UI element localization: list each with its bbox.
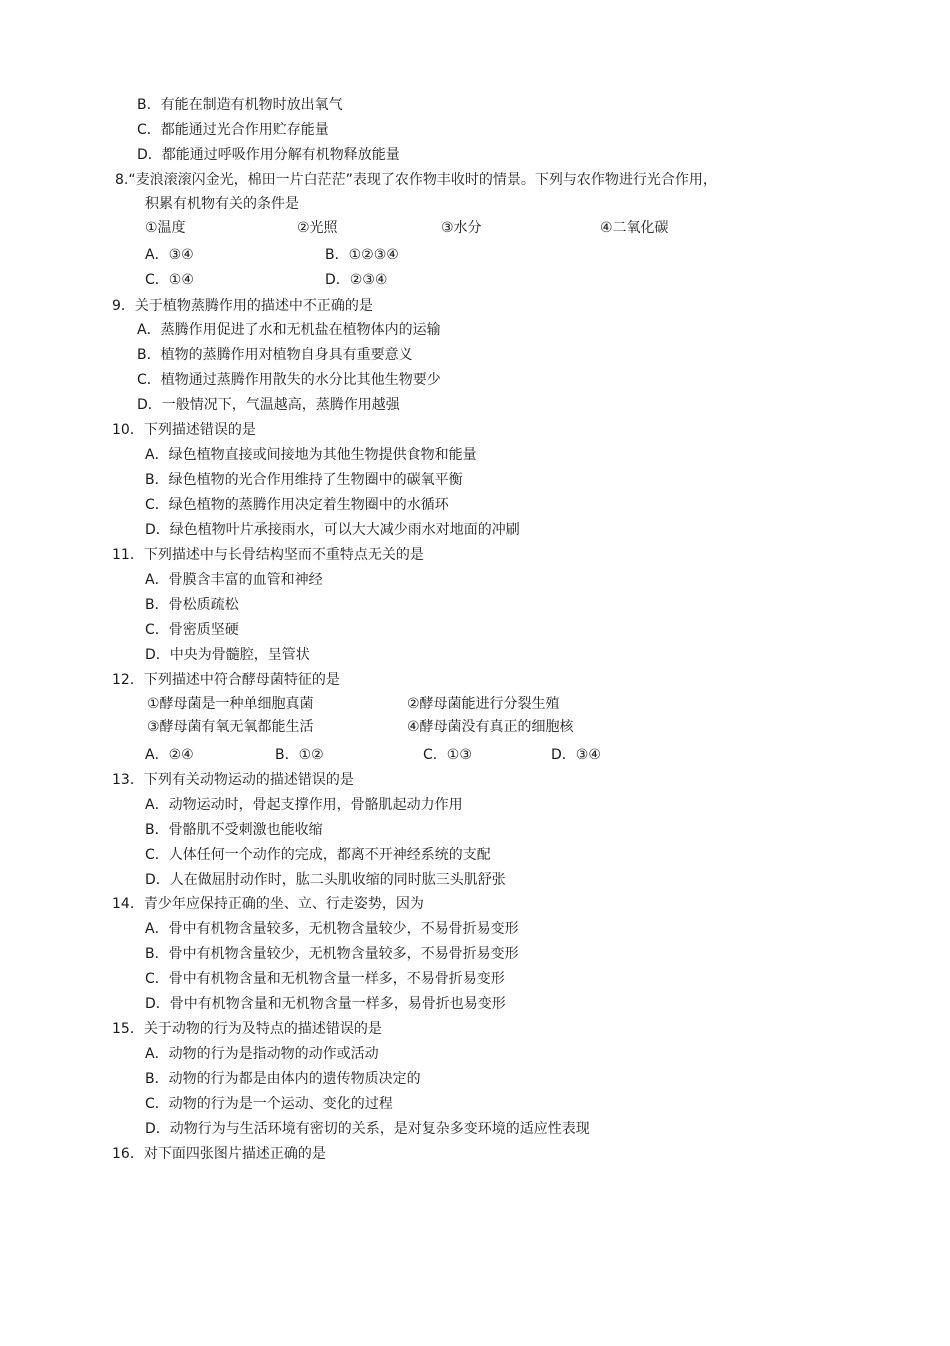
q8-option-d: D．②③④ <box>325 272 388 288</box>
q12-statement-2: ②酵母菌能进行分裂生殖 <box>407 696 560 712</box>
q8-condition-2: ②光照 <box>297 220 338 236</box>
q9-option-b: B．植物的蒸腾作用对植物自身具有重要意义 <box>137 347 413 363</box>
q10-option-a: A．绿色植物直接或间接地为其他生物提供食物和能量 <box>145 447 477 463</box>
q12-statement-3: ③酵母菌有氧无氧都能生活 <box>147 719 314 735</box>
q15-option-c: C．动物的行为是一个运动、变化的过程 <box>145 1096 393 1112</box>
q8-option-b: B．①②③④ <box>325 247 399 263</box>
q15-stem: 15．关于动物的行为及特点的描述错误的是 <box>112 1021 382 1037</box>
q12-option-c: C．①③ <box>423 747 472 763</box>
q11-stem: 11．下列描述中与长骨结构坚而不重特点无关的是 <box>112 547 424 563</box>
q14-stem: 14．青少年应保持正确的坐、立、行走姿势，因为 <box>112 896 424 912</box>
q8-stem-line2: 积累有机物有关的条件是 <box>145 196 299 212</box>
q14-option-b: B．骨中有机物含量较少，无机物含量较多，不易骨折易变形 <box>145 946 519 962</box>
q11-option-a: A．骨膜含丰富的血管和神经 <box>145 572 323 588</box>
q12-statement-4: ④酵母菌没有真正的细胞核 <box>407 719 574 735</box>
q12-statement-1: ①酵母菌是一种单细胞真菌 <box>147 696 314 712</box>
q8-stem-line1: 8.“麦浪滚滚闪金光，棉田一片白茫茫”表现了农作物丰收时的情景。下列与农作物进行光合作用， <box>115 172 717 188</box>
q13-stem: 13．下列有关动物运动的描述错误的是 <box>112 772 354 788</box>
q10-option-b: B．绿色植物的光合作用维持了生物圈中的碳氧平衡 <box>145 472 463 488</box>
q7-option-c: C．都能通过光合作用贮存能量 <box>137 122 329 138</box>
q7-option-d: D．都能通过呼吸作用分解有机物释放能量 <box>137 147 400 163</box>
q14-option-c: C．骨中有机物含量和无机物含量一样多，不易骨折易变形 <box>145 971 505 987</box>
q10-stem: 10．下列描述错误的是 <box>112 422 256 438</box>
q7-option-b: B．有能在制造有机物时放出氧气 <box>137 97 343 113</box>
q14-option-a: A．骨中有机物含量较多，无机物含量较少，不易骨折易变形 <box>145 921 519 937</box>
q12-option-b: B．①② <box>275 747 324 763</box>
q13-option-c: C．人体任何一个动作的完成，都离不开神经系统的支配 <box>145 847 491 863</box>
q8-condition-1: ①温度 <box>145 220 186 236</box>
q9-stem: 9．关于植物蒸腾作用的描述中不正确的是 <box>112 298 373 314</box>
q11-option-d: D．中央为骨髓腔，呈管状 <box>145 647 310 663</box>
q9-option-a: A．蒸腾作用促进了水和无机盐在植物体内的运输 <box>137 322 441 338</box>
q11-option-b: B．骨松质疏松 <box>145 597 239 613</box>
q12-option-d: D．③④ <box>551 747 601 763</box>
q8-condition-3: ③水分 <box>441 220 482 236</box>
q11-option-c: C．骨密质坚硬 <box>145 622 239 638</box>
q9-option-d: D．一般情况下，气温越高，蒸腾作用越强 <box>137 397 400 413</box>
q15-option-d: D．动物行为与生活环境有密切的关系，是对复杂多变环境的适应性表现 <box>145 1121 590 1137</box>
q13-option-a: A．动物运动时，骨起支撑作用，骨骼肌起动力作用 <box>145 797 463 813</box>
q8-option-a: A．③④ <box>145 247 194 263</box>
q8-option-c: C．①④ <box>145 272 194 288</box>
q14-option-d: D．骨中有机物含量和无机物含量一样多，易骨折也易变形 <box>145 996 506 1012</box>
q15-option-a: A．动物的行为是指动物的动作或活动 <box>145 1046 379 1062</box>
q12-option-a: A．②④ <box>145 747 194 763</box>
q12-stem: 12．下列描述中符合酵母菌特征的是 <box>112 672 340 688</box>
q13-option-b: B．骨骼肌不受刺激也能收缩 <box>145 822 323 838</box>
q10-option-d: D．绿色植物叶片承接雨水，可以大大减少雨水对地面的冲刷 <box>145 522 520 538</box>
q13-option-d: D．人在做屈肘动作时，肱二头肌收缩的同时肱三头肌舒张 <box>145 872 506 888</box>
q15-option-b: B．动物的行为都是由体内的遗传物质决定的 <box>145 1071 421 1087</box>
q10-option-c: C．绿色植物的蒸腾作用决定着生物圈中的水循环 <box>145 497 449 513</box>
q8-condition-4: ④二氧化碳 <box>600 220 669 236</box>
q16-stem: 16．对下面四张图片描述正确的是 <box>112 1146 326 1162</box>
q9-option-c: C．植物通过蒸腾作用散失的水分比其他生物要少 <box>137 372 441 388</box>
